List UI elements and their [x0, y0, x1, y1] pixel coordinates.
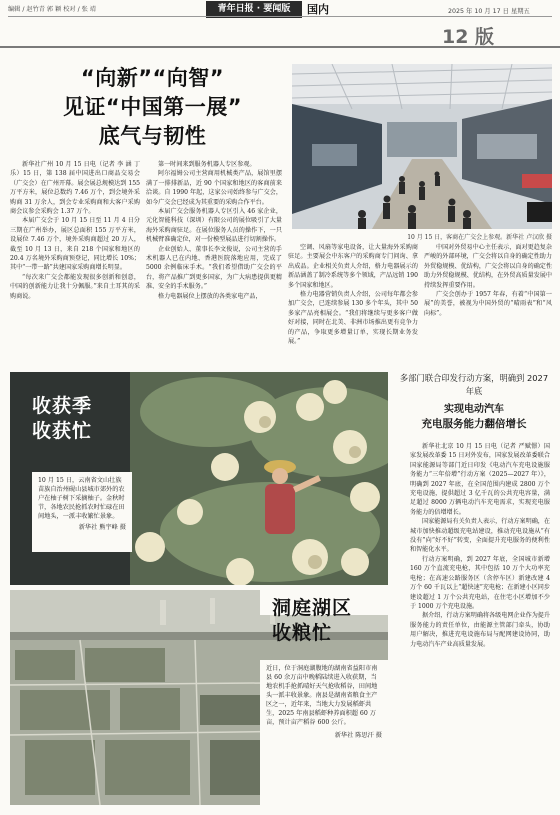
dongting-credit: 新华社 陈思汗 摄: [334, 732, 382, 739]
issue-date: 2025 年 10 月 17 日 星期五: [448, 8, 530, 15]
article-paragraph: 格力电器营销负责人介绍，公司每年都会参加广交会，已连续参展 130 多个年头，其中 50 多家产品亮相展会。“我们将继续与更多客户做好对接，同时在北美、非洲市场推出更有竞争力的产品，争取更多增量订单，实现长期业务发展。”: [288, 291, 418, 346]
article-paragraph: 空调、风扇等家电设备，让大量海外采购商驻足。主要展会中东客户的采购商专门问询、拿出成品。企业相关负责人介绍，格力电器展示的新品涵盖了制冷系统等多个领域，产品远销 190 多个国家和地区。: [288, 244, 418, 289]
harvest-credit: 新华社 熊宇峰 摄: [78, 524, 126, 531]
side-article-heading: [396, 372, 552, 432]
harvest-title-line-2: 收获忙: [32, 420, 93, 442]
dongting-feature: [10, 590, 388, 805]
article-paragraph: 广交会创办于 1957 年春，有着“中国第一展”的美誉，被视为中国外贸的“晴雨表”和“风向标”。: [424, 291, 552, 317]
article-paragraph: 阿尔福姆公司主营商用机械类产品，展馆里摆满了一排排新品，近 90 个国家和地区的客商前来洽谈。自 1990 年起，这家公司始终参与广交会，如今广交会已经成为其重要的采购合作平台。: [146, 170, 282, 206]
harvest-caption: 10 月 15 日，云南省文山壮族苗族自治州砚山县城市郊外的农户在柚子树下采摘柚子。金秋时节，各地农民抢抓农时忙碌在田间地头，一派丰收繁忙景象。: [38, 477, 125, 520]
article-paragraph: 企业创始人、董事长李文俊说，公司主营的手术机器人已在内地、香港医院落地应用，完成了 5000 余例临床手术。“我们希望借助广交会的平台，将产品推广到更多国家，为广大病患提供更精准、安全的手术服务。”: [146, 245, 282, 291]
article-paragraph: 新华社广州 10 月 15 日电（记者 李 涵 丁 乐）15 日，第 138 届中国进出口商品交易会（广交会）在广州开幕。展会展总规模达到 155 万平方米，展位总数约 7.46 万个，到会境外采购商 31 万余人，到会专业采购商和大客户采购商会议参会采购会 1.37 万个。: [10, 161, 140, 216]
trade-fair-photo: [292, 64, 552, 229]
dongting-title: [272, 596, 352, 646]
article-paragraph: 本届广交会服务机器人专区引入 46 家企业，元化智能科技（深圳）有限公司的展位吸引了大量海外采购商驻足。在展位服务人员的操作下，一只机械臂准确定位，对一份模型展品进行切割操作。: [146, 208, 282, 244]
side-article-paragraph: 新华社北京 10 月 15 日电（记者 严赋憬）国家发展改革委 15 日对外发布，国家发展改革委联合国家能源局等部门近日印发《电动汽车充电设施服务能力“三年倍增”行动方案（2025—2027 年）》，明确到 2027 年底，在全国范围内建成 2800 万个充电设施，提供超过 3 亿千瓦的公共充电容量，满足超过 8000 万辆电动汽车充电需求，实现充电服务能力的倍增增长。: [410, 443, 550, 516]
harvest-caption-box: [32, 472, 132, 552]
side-article-paragraph: 国家能源局有关负责人表示，行动方案明确，在城市加快推动超级充电站建设，推动充电设施从“有没有”向“好不好”转变，全面提升充电服务的便利性和智能化水平。: [410, 518, 550, 554]
article-paragraph: 第一时间来到服务机器人专区参观。: [158, 161, 256, 168]
newspaper-logo: 青年日报 · 要闻版: [206, 1, 302, 18]
dongting-caption: 近日，位于洞庭湖腹地的湖南省益阳市南县 60 余万亩中晚稻陆续进入收获期，当地农机手抢抓晴好天气抢收稻谷，田间地头一派丰收景象。南县是湖南省粮食主产区之一，近年来，当地大力发展稻虾共生，2025 年南县稻虾种养面积超 60 万亩，预计亩产稻谷 600 公斤。: [266, 665, 378, 726]
page-header: [0, 0, 560, 48]
article-column-4: [424, 243, 552, 363]
page-number: 12 版: [442, 26, 495, 48]
dongting-title-line-1: 洞庭湖区: [272, 597, 353, 619]
side-article-body: [410, 442, 550, 807]
article-paragraph: “每次来广交会都能发现很多创新和创意，中国的创新能力让我十分佩服。”来自土耳其的采购商说。: [10, 273, 140, 300]
harvest-feature: [10, 372, 388, 585]
top-photo-caption: 10 月 15 日，客商在广交会上参观。新华社 卢汉欣 摄: [407, 234, 552, 241]
article-paragraph: 中国对外贸易中心主任表示，面对更趋复杂严峻的外部环境，广交会将以自身的确定性助力外贸稳规模、优结构，广交会将以自身的确定性助力外贸稳规模、优结构，在外贸高质量发展中持续发挥重要作用。: [424, 244, 552, 289]
dongting-caption-box: [260, 660, 388, 805]
article-paragraph: 本届广交会于 10 月 15 日至 11 月 4 日分三期在广州举办，展区总面积 155 万平方米，设展位 7.46 万个，境外采购商超过 20 万人，截至 10 月 13 日，来自 218 个国家和地区的 20.4 万名境外采购商预登记，同比增长 10%；其中“一带一路”共建国家采购商增长明显。: [10, 217, 140, 272]
article-column-3: [288, 243, 418, 363]
article-paragraph: 格力电器展位上摆放的各类家电产品，: [158, 292, 262, 300]
staff-credits: 编辑 / 赵竹青 郭 颖 校对 / 张 靖: [8, 6, 96, 13]
trade-fair-illustration: [292, 64, 552, 229]
harvest-title-line-1: 收获季: [32, 395, 93, 417]
side-article-paragraph: 行动方案明确，到 2027 年底，全国城市新增 160 万个直流充电枪，其中包括 10 万个大功率充电枪；在高速公路服务区（含停车区）新建改建 4 万个 60 千瓦以上“超快速”充电枪；在新建小区同步建设超过 1 万个公共充电站，在住宅小区增加不少于 1000 万个充电设施。: [410, 555, 550, 610]
main-headline: [20, 64, 285, 151]
side-article-title-line-1: 实现电动汽车: [444, 404, 504, 415]
section-name: 国内: [307, 3, 329, 16]
side-article-kicker: 多部门联合印发行动方案，明确到 2027 年底: [399, 373, 549, 396]
header-rule: [8, 16, 552, 17]
harvest-title: [32, 394, 92, 444]
dongting-title-line-2: 收粮忙: [272, 622, 333, 644]
article-column-1: [10, 160, 140, 360]
headline-line-2: 见证“中国第一展”: [62, 95, 243, 119]
headline-line-3: 底气与韧性: [98, 124, 207, 148]
side-article-title-line-2: 充电服务能力翻倍增长: [421, 418, 527, 430]
article-column-2: [146, 160, 282, 360]
headline-line-1: “向新”“向智”: [80, 66, 225, 90]
side-article-paragraph: 据介绍，行动方案明确将各级电网企业作为提升服务能力的责任单位，由能源主管部门牵头，协助用户解决，推进充电设施布局与配网建设协同，助力电动汽车产业高质量发展。: [410, 612, 550, 648]
